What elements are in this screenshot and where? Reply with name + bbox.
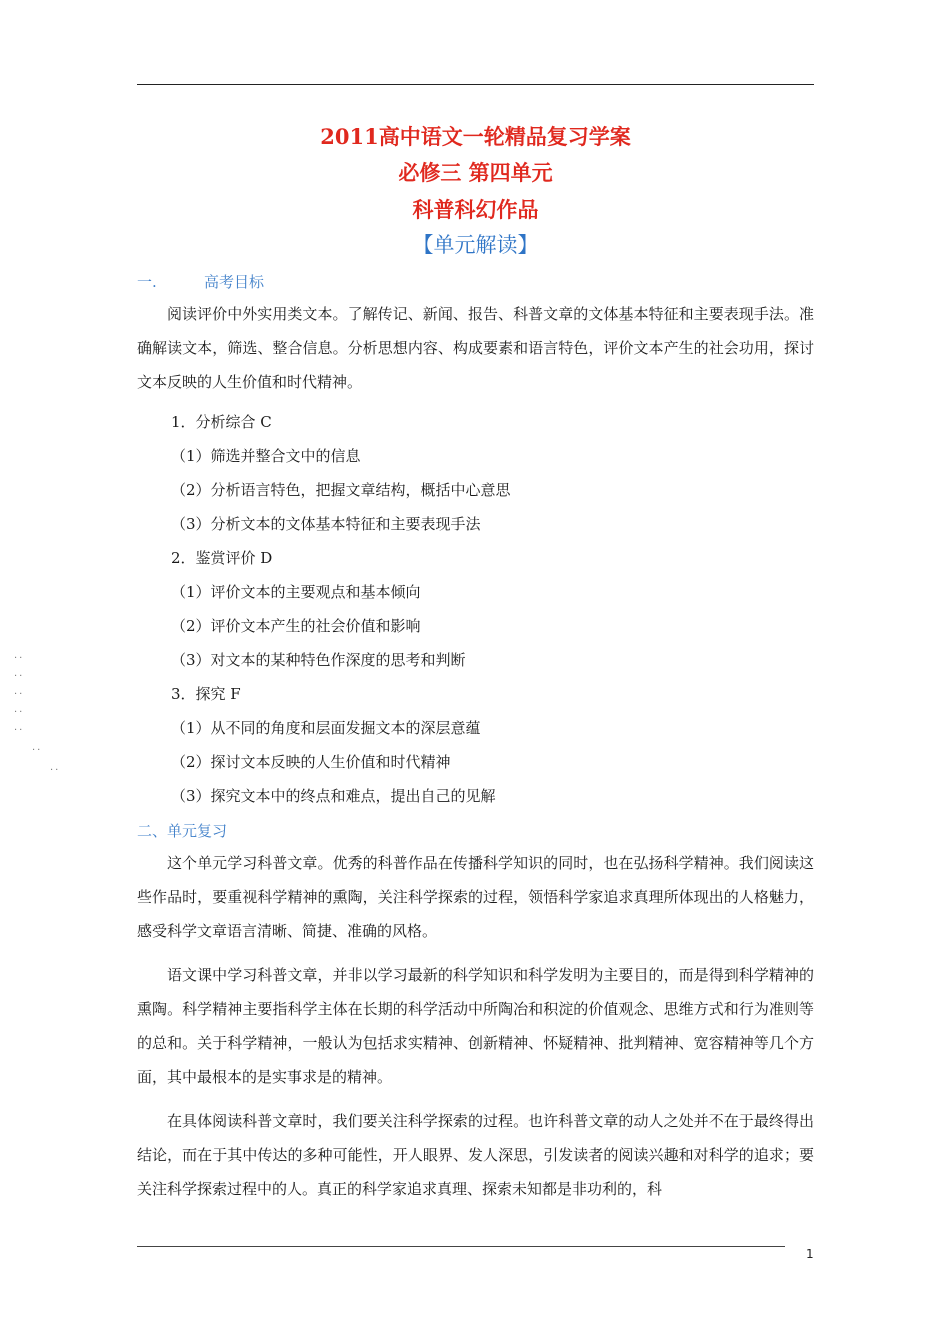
section-label: 【单元解读】	[412, 233, 539, 257]
list-item: （3）分析文本的文体基本特征和主要表现手法	[171, 515, 481, 533]
list-item: （3）探究文本中的终点和难点，提出自己的见解	[171, 787, 496, 805]
list-item: 3．探究 F	[171, 685, 241, 703]
list-item: （2）探讨文本反映的人生价值和时代精神	[171, 753, 451, 771]
footer-rule	[137, 1246, 785, 1247]
page-number: 1	[806, 1247, 814, 1261]
doc-title: 2011高中语文一轮精品复习学案	[320, 124, 631, 149]
list-item: （2）评价文本产生的社会价值和影响	[171, 617, 421, 635]
list-item: （1）评价文本的主要观点和基本倾向	[171, 583, 421, 601]
section1-heading	[137, 272, 264, 292]
margin-dots: ··	[14, 671, 25, 682]
list-item: （1）筛选并整合文中的信息	[171, 447, 361, 465]
section2-paragraph: 语文课中学习科普文章，并非以学习最新的科学知识和科学发明为主要目的，而是得到科学精神的熏陶。科学精神主要指科学主体在长期的科学活动中所陶冶和积淀的价值观念、思维方式和行为准则等的总和。关于科学精神，一般认为包括求实精神、创新精神、怀疑精神、批判精神、宽容精神等几个方面，其中最根本的是实事求是的精神。	[137, 966, 814, 1086]
margin-dots: ··	[32, 745, 43, 756]
section1-number: 一.	[137, 273, 157, 291]
list-item: （1）从不同的角度和层面发掘文本的深层意蕴	[171, 719, 481, 737]
list-item: （3）对文本的某种特色作深度的思考和判断	[171, 651, 466, 669]
list-item: （2）分析语言特色，把握文章结构，概括中心意思	[171, 481, 511, 499]
margin-dots: ··	[50, 765, 61, 776]
doc-subtitle-unit: 必修三 第四单元	[398, 160, 553, 185]
list-item: 1．分析综合 C	[171, 413, 272, 431]
section2-paragraph: 这个单元学习科普文章。优秀的科普作品在传播科学知识的同时，也在弘扬科学精神。我们阅读这些作品时，要重视科学精神的熏陶，关注科学探索的过程，领悟科学家追求真理所体现出的人格魅力，感受科学文章语言清晰、简捷、准确的风格。	[137, 854, 814, 940]
section2-heading: 二、单元复习	[137, 822, 228, 840]
list-item: 2．鉴赏评价 D	[171, 549, 273, 567]
section1-intro: 阅读评价中外实用类文本。了解传记、新闻、报告、科普文章的文体基本特征和主要表现手法。准确解读文本，筛选、整合信息。分析思想内容、构成要素和语言特色，评价文本产生的社会功用，探讨文本反映的人生价值和时代精神。	[137, 305, 814, 391]
section2-paragraph: 在具体阅读科普文章时，我们要关注科学探索的过程。也许科普文章的动人之处并不在于最终得出结论，而在于其中传达的多种可能性，开人眼界、发人深思，引发读者的阅读兴趣和对科学的追求；要关注科学探索过程中的人。真正的科学家追求真理、探索未知都是非功利的，科	[137, 1112, 814, 1198]
section1-title: 高考目标	[204, 273, 265, 291]
margin-dots: ··	[14, 707, 25, 718]
margin-dots: ··	[14, 725, 25, 736]
doc-subtitle-topic: 科普科幻作品	[412, 197, 539, 222]
header-rule	[137, 84, 814, 85]
margin-dots: ··	[14, 653, 25, 664]
margin-dots: ··	[14, 689, 25, 700]
